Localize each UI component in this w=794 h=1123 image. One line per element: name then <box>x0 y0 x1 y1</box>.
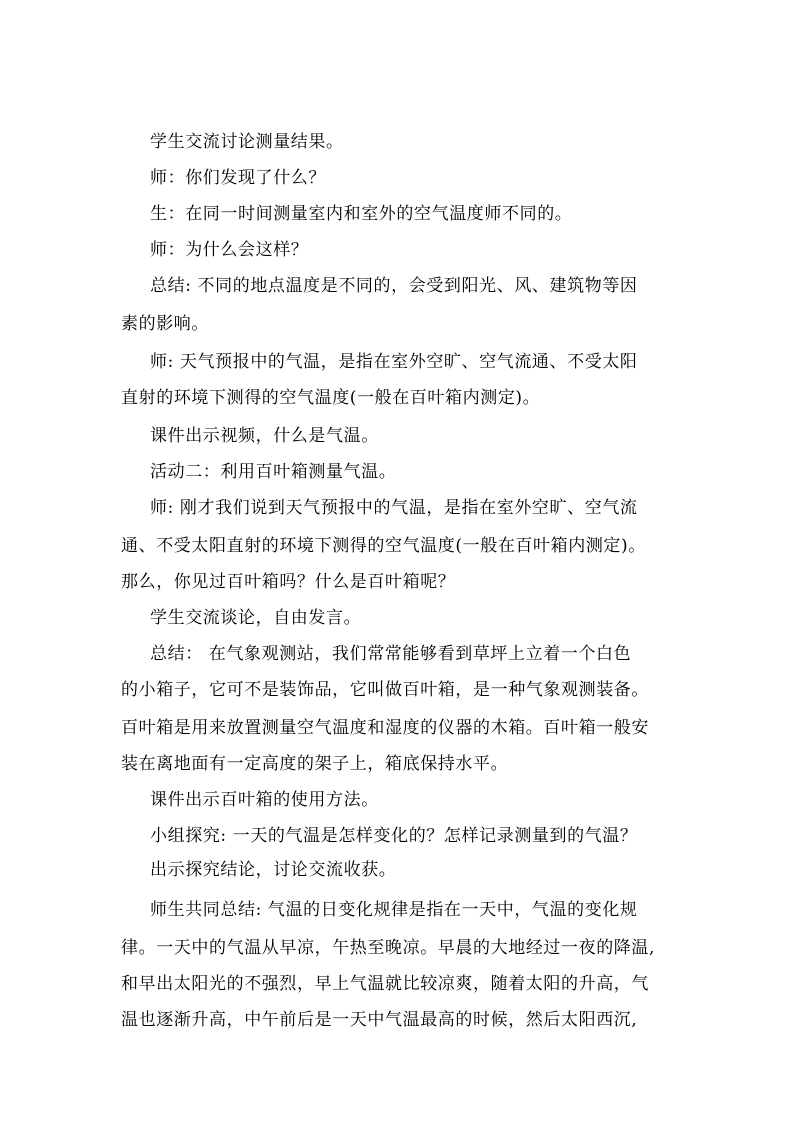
paragraph-line: 出示探究结论，讨论交流收获。 <box>150 860 397 880</box>
paragraph-line: 师: 天气预报中的气温，是指在室外空旷、空气流通、不受太阳 <box>150 352 638 372</box>
paragraph-line: 温也逐渐升高，中午前后是一天中气温最高的时候，然后太阳西沉, <box>121 1010 638 1030</box>
paragraph-line: 课件出示视频，什么是气温。 <box>150 426 379 446</box>
paragraph-line: 师: 刚才我们说到天气预报中的气温，是指在室外空旷、空气流 <box>150 498 638 518</box>
paragraph-line: 师：你们发现了什么？ <box>150 168 326 188</box>
paragraph-line: 总结： 在气象观测站，我们常常能够看到草坪上立着一个白色 <box>150 644 632 664</box>
paragraph-line: 小组探究: 一天的气温是怎样变化的？怎样记录测量到的气温？ <box>150 826 638 846</box>
paragraph-line: 师：为什么会这样？ <box>150 240 309 260</box>
paragraph-line: 律。一天中的气温从早凉，午热至晚凉。早晨的大地经过一夜的降温, <box>121 938 656 958</box>
paragraph-line: 活动二：利用百叶箱测量气温。 <box>150 462 397 482</box>
paragraph-line: 学生交流讨论测量结果。 <box>150 132 344 152</box>
paragraph-line: 装在离地面有一定高度的架子上，箱底保持水平。 <box>121 754 509 774</box>
paragraph-line: 直射的环境下测得的空气温度(一般在百叶箱内测定)。 <box>121 388 541 408</box>
paragraph-line: 课件出示百叶箱的使用方法。 <box>150 790 379 810</box>
paragraph-line: 总结: 不同的地点温度是不同的，会受到阳光、风、建筑物等因 <box>150 276 638 296</box>
paragraph-line: 素的影响。 <box>121 314 209 334</box>
paragraph-line: 通、不受太阳直射的环境下测得的空气温度(一般在百叶箱内测定)。 <box>121 536 646 556</box>
paragraph-line: 学生交流谈论，自由发言。 <box>150 608 362 628</box>
paragraph-line: 那么，你见过百叶箱吗？什么是百叶箱呢？ <box>121 572 456 592</box>
paragraph-line: 百叶箱是用来放置测量空气温度和湿度的仪器的木箱。百叶箱一般安 <box>121 718 649 738</box>
paragraph-line: 师生共同总结: 气温的日变化规律是指在一天中，气温的变化规 <box>150 900 638 920</box>
paragraph-line: 和早出太阳光的不强烈，早上气温就比较凉爽，随着太阳的升高，气 <box>121 974 649 994</box>
paragraph-line: 的小箱子，它可不是装饰品，它叫做百叶箱，是一种气象观测装备。 <box>121 680 649 700</box>
paragraph-line: 生：在同一时间测量室内和室外的空气温度师不同的。 <box>150 204 573 224</box>
